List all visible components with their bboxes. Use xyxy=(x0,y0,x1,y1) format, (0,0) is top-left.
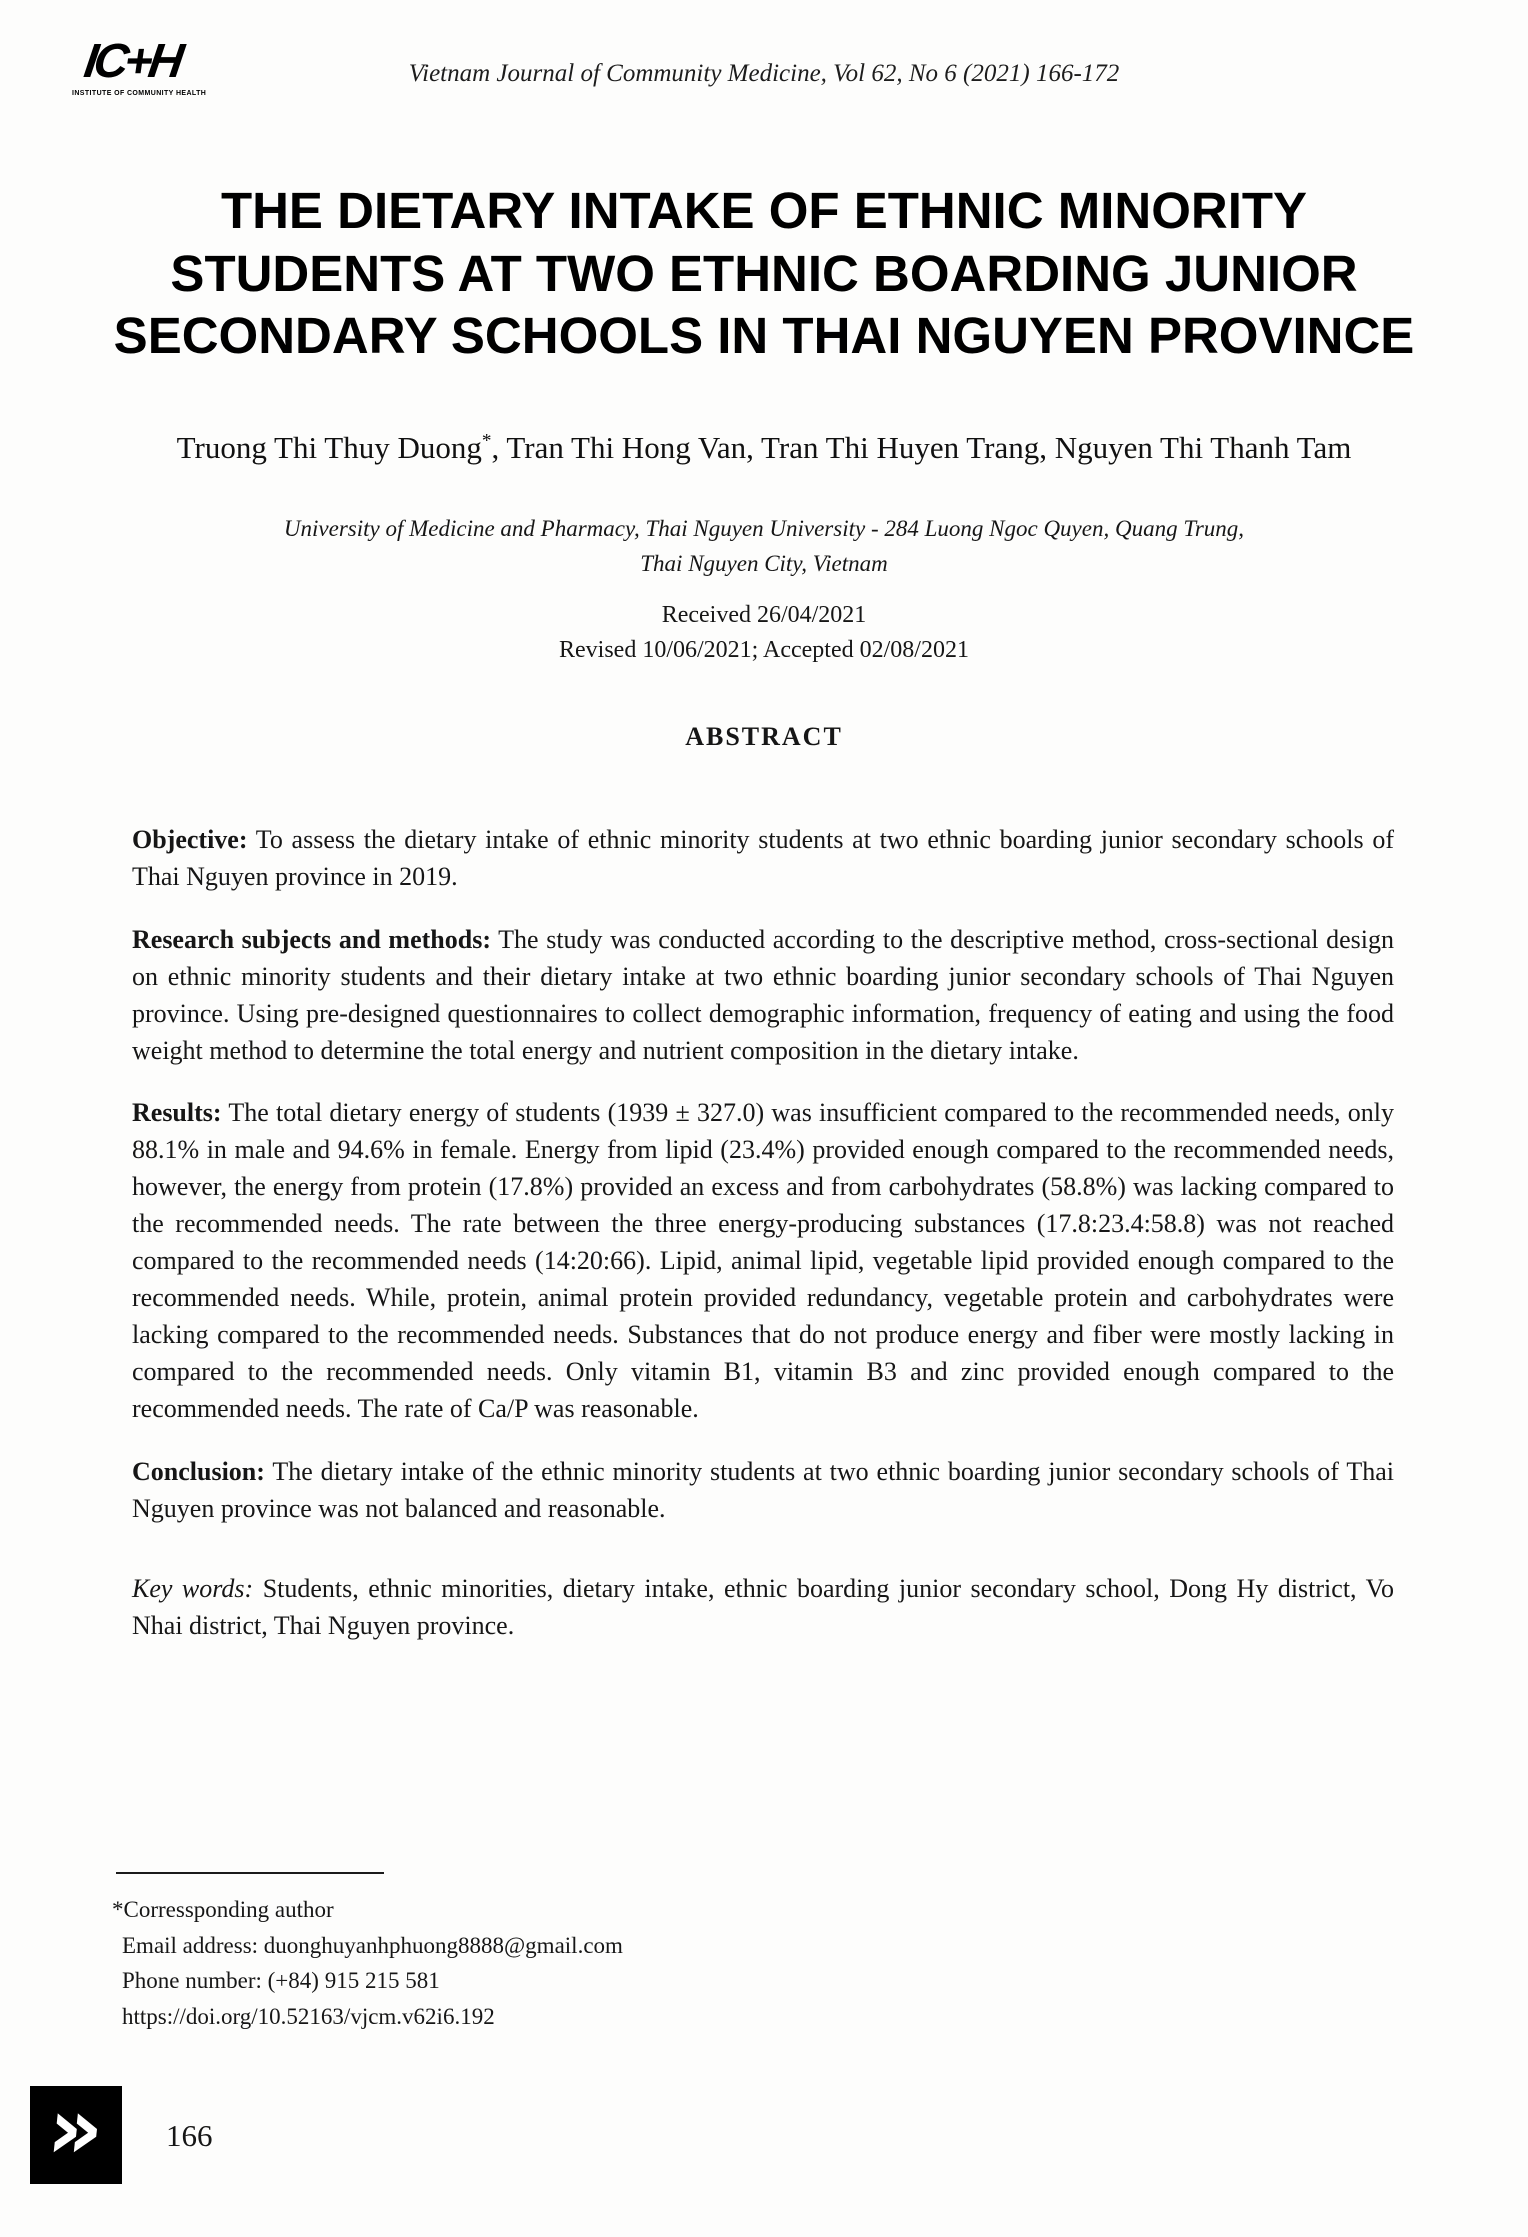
paragraph-text-results: The total dietary energy of students (1939 ± 327.0) was insufficient compared to the recommended needs, only 88.1% in male and 94.6% in female. Energy from lipid (23.4%) provided enough compared to the recommended needs, however, the energy from protein (17.8%) provided an excess and from carbohydrates (58.8%) was lacking compared to the recommended needs. The rate between the three energy-producing substances (17.8:23.4:58.8) was not reached compared to the recommended needs (14:20:66). Lipid, animal lipid, vegetable lipid provided enough compared to the recommended needs. While, protein, animal protein provided redundancy, vegetable protein and carbohydrates were lacking compared to the recommended needs. Substances that do not produce energy and fiber were mostly lacking in compared to the recommended needs. Only vitamin B1, vitamin B3 and zinc provided enough compared to the recommended needs. The rate of Ca/P was reasonable. xyxy=(132,1098,1395,1423)
page-number: 166 xyxy=(166,2118,213,2153)
article-title xyxy=(50,180,1478,368)
paragraph-text-objective: To assess the dietary intake of ethnic minority students at two ethnic boarding junior secondary schools of Thai Nguyen province in 2019. xyxy=(132,825,1395,891)
doi-link: https://doi.org/10.52163/vjcm.v62i6.192 xyxy=(122,2003,495,2029)
corner-mark xyxy=(30,2079,122,2184)
corresponding-author-marker: * xyxy=(481,430,492,452)
title-line-3: SECONDARY SCHOOLS IN THAI NGUYEN PROVINCE xyxy=(113,307,1415,365)
revised-accepted-dates: Revised 10/06/2021; Accepted 02/08/2021 xyxy=(559,636,969,663)
paragraph-text-conclusion: The dietary intake of the ethnic minority students at two ethnic boarding junior secondary schools of Thai Nguyen province was not balanced and reasonable. xyxy=(132,1456,1394,1523)
article-dates xyxy=(0,598,1528,668)
paragraph-label-conclusion: Conclusion: xyxy=(132,1456,265,1486)
corresponding-author-note: *Corressponding author xyxy=(112,1897,334,1922)
affiliation-line-1: University of Medicine and Pharmacy, Thai Nguyen University - 284 Luong Ngoc Quyen, Quang Trung, xyxy=(283,516,1245,541)
email-address: Email address: duonghuyanhphuong8888@gmail.com xyxy=(122,1932,623,1958)
institute-logo-icon: IC+H xyxy=(80,35,184,88)
paragraph-text-methods: The study was conducted according to the descriptive method, cross-sectional design on ethnic minority students and their dietary intake at two ethnic boarding junior secondary schools of Thai Nguyen province. Using pre-designed questionnaires to collect demographic information, frequency of eating and using the food weight method to determine the total energy and nutrient composition in the dietary intake. xyxy=(132,924,1394,1065)
footnote-separator xyxy=(116,1872,384,1874)
journal-header-line: Vietnam Journal of Community Medicine, Vol 62, No 6 (2021) 166-172 xyxy=(408,60,1120,87)
affiliation-line-2: Thai Nguyen City, Vietnam xyxy=(640,550,888,576)
keywords-paragraph xyxy=(132,1571,1394,1645)
author-first: Truong Thi Thuy Duong xyxy=(176,430,482,465)
abstract-paragraph-conclusion xyxy=(132,1454,1394,1528)
title-line-1: THE DIETARY INTAKE OF ETHNIC MINORITY xyxy=(220,182,1308,239)
keywords-label: Key words: xyxy=(132,1574,254,1604)
authors-line xyxy=(30,430,1498,466)
paragraph-label-objective: Objective: xyxy=(132,825,248,854)
abstract-heading: ABSTRACT xyxy=(685,722,843,751)
paragraph-label-results: Results: xyxy=(132,1098,222,1128)
abstract-paragraph-results xyxy=(132,1095,1394,1427)
affiliation xyxy=(90,512,1438,581)
keywords-text: Students, ethnic minorities, dietary intake, ethnic boarding junior secondary school, Dong Hy district, Vo Nhai district, Thai Nguyen province. xyxy=(132,1574,1394,1641)
received-date: Received 26/04/2021 xyxy=(661,602,867,628)
abstract-paragraph-objective xyxy=(132,822,1394,896)
paragraph-label-methods: Research subjects and methods: xyxy=(132,924,491,954)
authors-rest: , Tran Thi Hong Van, Tran Thi Huyen Trang, Nguyen Thi Thanh Tam xyxy=(491,430,1352,465)
abstract-paragraph-methods xyxy=(132,922,1394,1070)
title-line-2: STUDENTS AT TWO ETHNIC BOARDING JUNIOR xyxy=(170,244,1358,302)
institute-logo-subtext: INSTITUTE OF COMMUNITY HEALTH xyxy=(72,90,207,97)
phone-number: Phone number: (+84) 915 215 581 xyxy=(122,1968,440,1994)
abstract-body xyxy=(132,822,1394,1671)
footnote-block xyxy=(112,1892,623,2035)
double-chevron-icon: » xyxy=(42,2079,110,2179)
